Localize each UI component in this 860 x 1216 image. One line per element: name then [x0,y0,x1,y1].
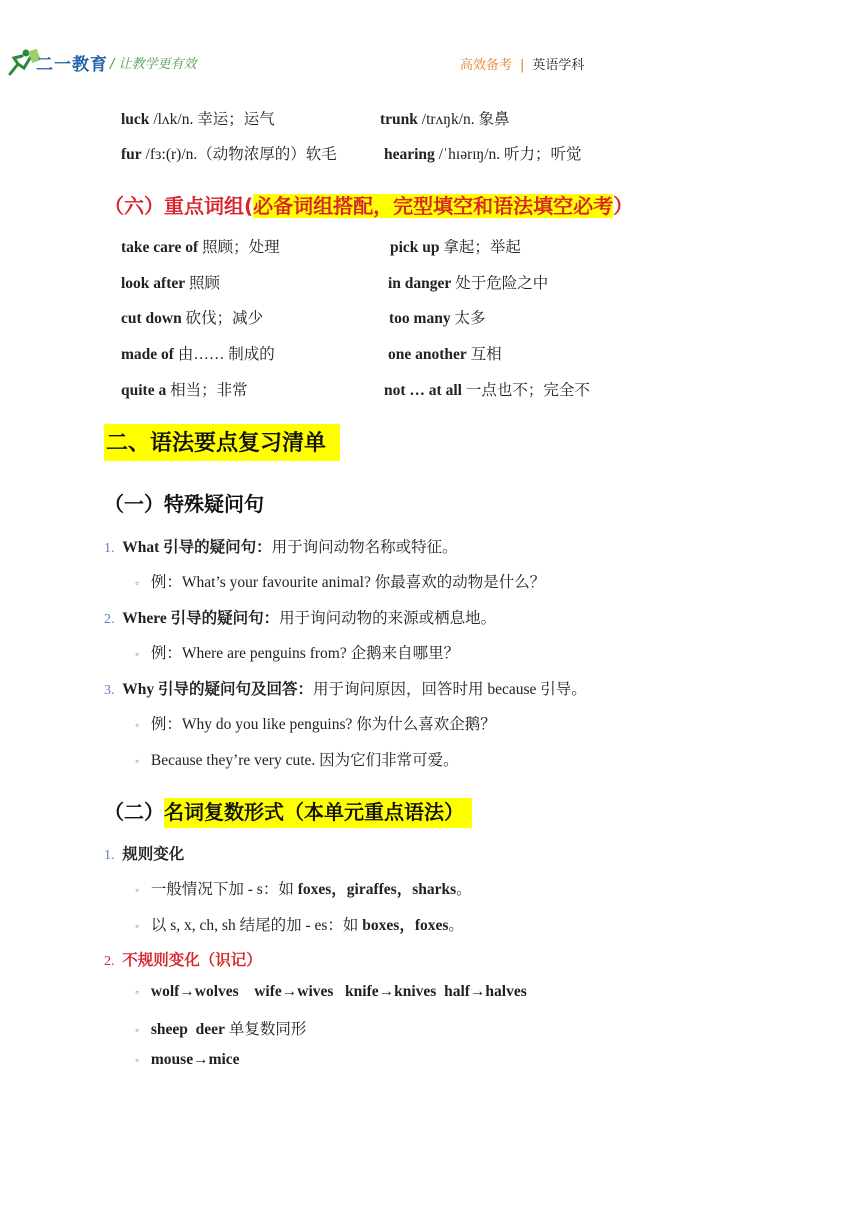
header-subject [460,54,584,73]
list-bullet: ◦ wolf→wolves wife→wives knife→knives half→halves [135,983,527,1000]
phrase-item: take care of 照顾；处理 [121,239,280,256]
phrase-item: too many 太多 [389,310,486,327]
vocab-item: hearing /ˈhɪərɪŋ/n. 听力；听觉 [384,146,582,163]
header-right-a: 高效备考 [460,58,513,73]
list-bullet: ◦ 一般情况下加 - s：如 foxes，giraffes，sharks。 [135,881,472,898]
list-item: 1. What 引导的疑问句：用于询问动物名称或特征。 [104,539,458,556]
phrase-item: quite a 相当；非常 [121,382,248,399]
vocab-item: fur /fɜ:(r)/n.（动物浓厚的）软毛 [121,146,337,163]
phrase-item: pick up 拿起；举起 [390,239,521,256]
phrase-item: cut down 砍伐；减少 [121,310,264,327]
list-item: 2. 不规则变化（识记） [104,952,262,969]
vocab-item: luck /lʌk/n. 幸运；运气 [121,111,275,128]
list-item: 3. Why 引导的疑问句及回答：用于询问原因，回答时用 because 引导。 [104,681,587,698]
phrase-item: look after 照顾 [121,275,221,292]
phrase-item: in danger 处于危险之中 [388,275,549,292]
phrase-item: one another 互相 [388,346,502,363]
logo-text: 二一教育 [36,55,108,75]
list-bullet: ◦ 例：What’s your favourite animal? 你最喜欢的动物是什么？ [135,574,546,591]
list-item: 1. 规则变化 [104,846,185,863]
list-bullet: ◦ mouse→mice [135,1051,240,1068]
header-separator: | [520,58,525,73]
list-bullet: ◦ Because they’re very cute. 因为它们非常可爱。 [135,752,459,769]
subsection-1-title: （一）特殊疑问句 [104,492,264,516]
phrase-item: made of 由…… 制成的 [121,346,275,363]
list-bullet: ◦ 例：Why do you like penguins? 你为什么喜欢企鹅？ [135,716,496,733]
subsection-2-title: （二）名词复数形式（本单元重点语法） [104,796,472,825]
grammar-section-title: 二、语法要点复习清单 [104,424,340,461]
list-bullet: ◦ sheep deer 单复数同形 [135,1021,307,1038]
list-bullet: ◦ 以 s, x, ch, sh 结尾的加 - es：如 boxes，foxes。 [135,917,464,934]
list-bullet: ◦ 例：Where are penguins from? 企鹅来自哪里？ [135,645,460,662]
list-item: 2. Where 引导的疑问句：用于询问动物的来源或栖息地。 [104,610,497,627]
section-6-heading: （六）重点词组(必备词组搭配，完型填空和语法填空必考） [104,194,634,218]
slogan: / 让教学更有效 [110,57,197,72]
vocab-item: trunk /trʌŋk/n. 象鼻 [380,111,510,128]
phrase-item: not … at all 一点也不；完全不 [384,382,590,399]
header-right-b: 英语学科 [532,58,585,73]
